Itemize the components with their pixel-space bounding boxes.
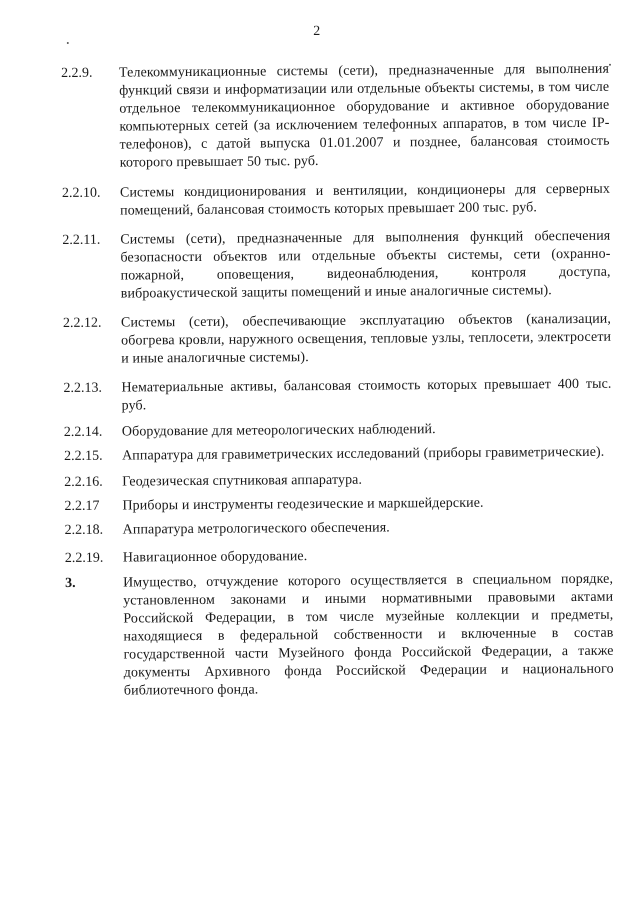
clause: [64, 470, 612, 492]
clause-number: 3.: [64, 575, 76, 592]
page-number: 2: [313, 23, 321, 40]
clause-text: Приборы и инструменты геодезические и маркшейдерские.: [122, 495, 484, 514]
clause-number: 2.2.16.: [64, 474, 103, 491]
clause-number: 2.2.11.: [62, 232, 101, 249]
clause-text: Аппаратура для гравиметрических исследований (приборы гравиметрические).: [121, 444, 605, 464]
clause-text: Навигационное оборудование.: [122, 549, 308, 566]
clause-number: 2.2.17: [64, 498, 100, 515]
clause: [65, 518, 613, 540]
clause-text: Системы (сети), обеспечивающие эксплуатацию объектов (канализации, обогрева кровли, наружного освещения, тепловые узлы, теплосети, электросети и иные аналогичные системы).: [120, 311, 612, 367]
clause-text: Геодезическая спутниковая аппаратура.: [122, 472, 363, 490]
clause: [63, 311, 611, 369]
clause: [64, 494, 612, 516]
clause-list: [61, 61, 614, 711]
clause-number: 2.2.18.: [64, 522, 104, 539]
scan-speck: [609, 64, 611, 66]
clause: [64, 444, 612, 466]
clause-number: 2.2.13.: [63, 380, 103, 397]
clause: [61, 61, 610, 173]
clause-number: 2.2.19.: [64, 550, 104, 567]
clause-text: Оборудование для метеорологических наблюдений.: [121, 422, 436, 440]
scan-speck: [67, 42, 69, 44]
clause-number: 2.2.10.: [61, 185, 101, 202]
clause-text: Нематериальные активы, балансовая стоимость которых превышает 400 тыс. руб.: [121, 376, 612, 414]
clause-text: Имущество, отчуждение которого осуществляется в специальном порядке, установленном законами и иными нормативными правовыми актами Российской Федерации, в том числе музейные коллекции и предметы, находящиеся в федеральной собственности и включенные в состав государственной части Музейного фонда Российской Федерации, а также документы Архивного фонда Российской Федерации и национального библиотечного фонда.: [122, 571, 614, 699]
clause: [65, 571, 614, 701]
clause-text: Телекоммуникационные системы (сети), предназначенные для выполнения функций связи и информатизации или отдельные объекты системы, в том числе отдельное телекоммуникационное оборудование и активное оборудование компьютерных сетей (за исключением телефонных аппаратов, в том числе IP-телефонов), с датой выпуска 01.01.2007 и позднее, балансовая стоимость которого превышает 50 тыс. руб.: [118, 61, 610, 171]
clause-text: Системы (сети), предназначенные для выполнения функций обеспечения безопасности объектов или отдельные объекты системы, сети (охранно-пожарной, оповещения, видеонаблюдения, контроля доступа, виброакустической защиты помещений и иные аналогичные системы).: [120, 228, 611, 302]
clause: [63, 376, 611, 416]
clause-number: 2.2.14.: [63, 424, 103, 441]
clause: [62, 228, 611, 304]
clause: [64, 420, 612, 442]
clause: [62, 181, 610, 221]
clause-number: 2.2.9.: [60, 65, 93, 82]
clause: [65, 546, 613, 568]
clause-number: 2.2.12.: [62, 315, 102, 332]
clause-text: Аппаратура метрологического обеспечения.: [122, 520, 390, 538]
clause-number: 2.2.15.: [63, 448, 103, 465]
clause-text: Системы кондиционирования и вентиляции, кондиционеры для серверных помещений, балансовая стоимость которых превышает 200 тыс. руб.: [119, 181, 611, 219]
